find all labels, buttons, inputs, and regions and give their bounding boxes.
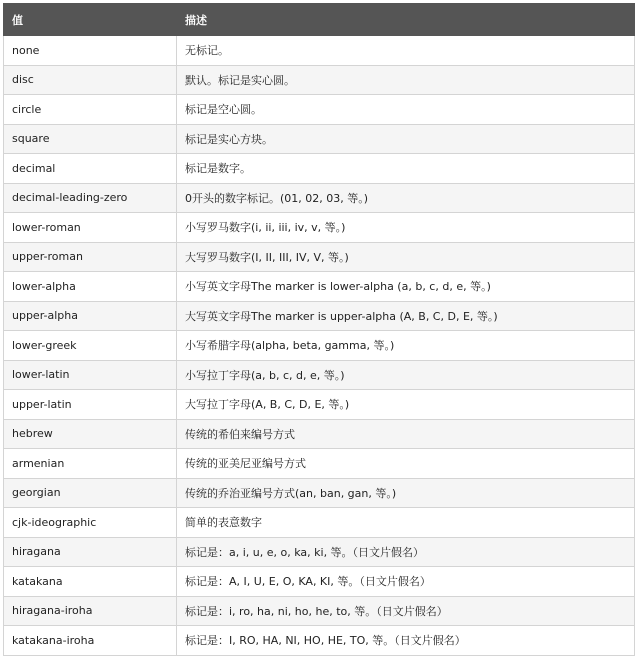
- value-cell: hiragana: [4, 537, 177, 567]
- value-cell: lower-latin: [4, 360, 177, 390]
- value-cell: lower-greek: [4, 331, 177, 361]
- table-header: [4, 4, 635, 36]
- value-cell: hiragana-iroha: [4, 596, 177, 626]
- value-cell: upper-alpha: [4, 301, 177, 331]
- table-row: [4, 360, 635, 390]
- table-row: [4, 154, 635, 184]
- list-style-type-table: [3, 3, 635, 656]
- value-cell: upper-latin: [4, 390, 177, 420]
- value-cell: disc: [4, 65, 177, 95]
- value-cell: katakana-iroha: [4, 626, 177, 656]
- value-cell: upper-roman: [4, 242, 177, 272]
- table-row: [4, 213, 635, 243]
- table-row: [4, 508, 635, 538]
- table-row: [4, 65, 635, 95]
- table-row: [4, 95, 635, 125]
- description-cell: 标记是：a, i, u, e, o, ka, ki, 等。（日文片假名）: [177, 537, 635, 567]
- description-cell: 小写希腊字母(alpha, beta, gamma, 等。): [177, 331, 635, 361]
- description-cell: 标记是：I, RO, HA, NI, HO, HE, TO, 等。（日文片假名）: [177, 626, 635, 656]
- description-cell: 标记是实心方块。: [177, 124, 635, 154]
- value-cell: cjk-ideographic: [4, 508, 177, 538]
- table-row: [4, 537, 635, 567]
- table-row: [4, 242, 635, 272]
- table-row: [4, 626, 635, 656]
- table-row: [4, 183, 635, 213]
- value-cell: lower-alpha: [4, 272, 177, 302]
- description-cell: 小写罗马数字(i, ii, iii, iv, v, 等。): [177, 213, 635, 243]
- header-row: [4, 4, 635, 36]
- table-row: [4, 331, 635, 361]
- table-row: [4, 449, 635, 479]
- table-row: [4, 301, 635, 331]
- value-cell: decimal: [4, 154, 177, 184]
- description-cell: 大写英文字母The marker is upper-alpha (A, B, C, D, E, 等。): [177, 301, 635, 331]
- value-cell: none: [4, 36, 177, 66]
- description-cell: 传统的乔治亚编号方式(an, ban, gan, 等。): [177, 478, 635, 508]
- header-value: 值: [4, 4, 177, 36]
- value-cell: katakana: [4, 567, 177, 597]
- description-cell: 大写拉丁字母(A, B, C, D, E, 等。): [177, 390, 635, 420]
- table-body: [4, 36, 635, 656]
- value-cell: lower-roman: [4, 213, 177, 243]
- header-description: 描述: [177, 4, 635, 36]
- table-row: [4, 36, 635, 66]
- table-row: [4, 124, 635, 154]
- table-row: [4, 272, 635, 302]
- description-cell: 标记是：A, I, U, E, O, KA, KI, 等。（日文片假名）: [177, 567, 635, 597]
- list-style-type-table-wrapper: [3, 3, 634, 656]
- description-cell: 大写罗马数字(I, II, III, IV, V, 等。): [177, 242, 635, 272]
- description-cell: 标记是：i, ro, ha, ni, ho, he, to, 等。（日文片假名）: [177, 596, 635, 626]
- table-row: [4, 596, 635, 626]
- value-cell: circle: [4, 95, 177, 125]
- table-row: [4, 567, 635, 597]
- description-cell: 默认。标记是实心圆。: [177, 65, 635, 95]
- table-row: [4, 478, 635, 508]
- description-cell: 标记是空心圆。: [177, 95, 635, 125]
- table-row: [4, 390, 635, 420]
- value-cell: georgian: [4, 478, 177, 508]
- value-cell: decimal-leading-zero: [4, 183, 177, 213]
- description-cell: 无标记。: [177, 36, 635, 66]
- value-cell: armenian: [4, 449, 177, 479]
- description-cell: 传统的希伯来编号方式: [177, 419, 635, 449]
- description-cell: 小写拉丁字母(a, b, c, d, e, 等。): [177, 360, 635, 390]
- table-row: [4, 419, 635, 449]
- description-cell: 传统的亚美尼亚编号方式: [177, 449, 635, 479]
- value-cell: square: [4, 124, 177, 154]
- description-cell: 标记是数字。: [177, 154, 635, 184]
- description-cell: 简单的表意数字: [177, 508, 635, 538]
- description-cell: 0开头的数字标记。(01, 02, 03, 等。): [177, 183, 635, 213]
- description-cell: 小写英文字母The marker is lower-alpha (a, b, c, d, e, 等。): [177, 272, 635, 302]
- value-cell: hebrew: [4, 419, 177, 449]
